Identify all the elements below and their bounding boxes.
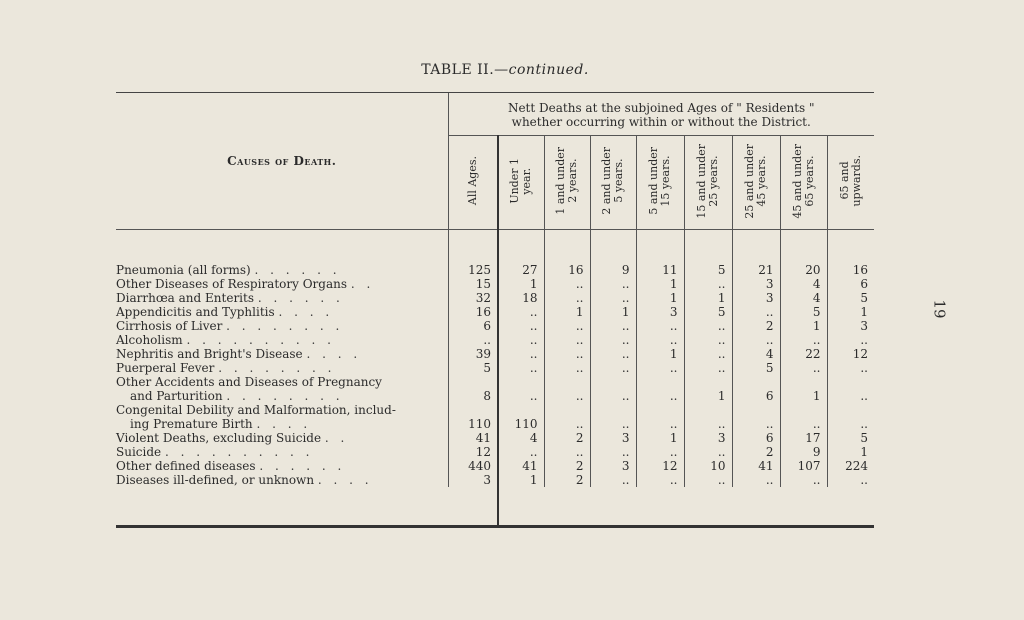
death-count-cell: 1 bbox=[684, 375, 732, 403]
cause-cell bbox=[116, 473, 448, 487]
death-count-cell: 4 bbox=[498, 431, 544, 445]
death-count-cell: .. bbox=[780, 403, 827, 431]
death-count-cell: 110 bbox=[448, 403, 498, 431]
cause-cell bbox=[116, 305, 448, 319]
death-count-cell: 12 bbox=[636, 459, 684, 473]
cause-label-continued: ing Premature Birth bbox=[130, 417, 253, 431]
death-count-cell: .. bbox=[732, 305, 780, 319]
death-count-cell: 8 bbox=[448, 375, 498, 403]
cause-cell bbox=[116, 403, 448, 431]
death-count-cell: 18 bbox=[498, 291, 544, 305]
death-count-cell: 16 bbox=[852, 263, 868, 277]
death-count-cell: .. bbox=[860, 361, 868, 375]
column-header bbox=[732, 136, 780, 230]
death-count-cell: 1 bbox=[636, 347, 684, 361]
table-row bbox=[116, 403, 874, 431]
death-count-cell: .. bbox=[498, 319, 544, 333]
dot-leader: . . . . . . bbox=[254, 263, 341, 277]
dot-leader: . . . . bbox=[306, 347, 362, 361]
death-count-cell: .. bbox=[732, 473, 780, 487]
death-count-cell: 9 bbox=[590, 263, 636, 277]
column-header-line1: 5 and under bbox=[647, 147, 660, 215]
death-count-cell: .. bbox=[590, 319, 636, 333]
death-count-cell: .. bbox=[732, 403, 780, 431]
column-header-line2: 65 years. bbox=[802, 155, 816, 207]
death-count-cell: 1 bbox=[590, 305, 636, 319]
death-count-cell: 125 bbox=[448, 263, 498, 277]
death-count-cell: 16 bbox=[448, 305, 498, 319]
death-count-cell: .. bbox=[684, 277, 732, 291]
column-header-line1: 25 and under bbox=[743, 143, 756, 219]
death-count-cell: .. bbox=[590, 361, 636, 375]
death-count-cell: 9 bbox=[780, 445, 827, 459]
death-count-cell: 1 bbox=[860, 445, 868, 459]
death-count-cell: 224 bbox=[845, 459, 868, 473]
death-count-cell: 10 bbox=[684, 459, 732, 473]
cause-cell bbox=[116, 361, 448, 375]
death-count-cell: 12 bbox=[852, 347, 868, 361]
death-count-cell: .. bbox=[684, 445, 732, 459]
death-count-cell: 41 bbox=[732, 459, 780, 473]
table-row bbox=[116, 347, 874, 361]
column-header bbox=[590, 136, 636, 230]
column-header-line2: 5 years. bbox=[612, 158, 625, 204]
death-count-cell: .. bbox=[684, 403, 732, 431]
cause-label: Appendicitis and Typhlitis bbox=[116, 305, 275, 319]
death-count-cell: 1 bbox=[636, 277, 684, 291]
cause-cell bbox=[116, 431, 448, 445]
dot-leader: . . . . . . . . bbox=[226, 389, 344, 403]
column-header bbox=[827, 136, 874, 230]
column-header-line2: 2 years. bbox=[566, 158, 579, 204]
cause-label: Diarrhœa and Enterits bbox=[116, 291, 254, 305]
death-count-cell: .. bbox=[590, 333, 636, 347]
column-header bbox=[448, 136, 498, 230]
table-row bbox=[116, 445, 874, 459]
death-count-cell: .. bbox=[544, 347, 590, 361]
column-header-line2: 15 years. bbox=[659, 155, 672, 207]
mortality-table bbox=[116, 92, 874, 528]
death-count-cell: .. bbox=[498, 361, 544, 375]
death-count-cell: .. bbox=[498, 445, 544, 459]
cause-label: Diseases ill-defined, or unknown bbox=[116, 473, 315, 487]
table-row bbox=[116, 291, 874, 305]
death-count-cell: 3 bbox=[636, 305, 684, 319]
age-group-header-line1: Nett Deaths at the subjoined Ages of " Residents " bbox=[507, 101, 815, 115]
cause-label: Violent Deaths, excluding Suicide bbox=[116, 431, 322, 445]
death-count-cell: 6 bbox=[860, 277, 868, 291]
cause-label: Alcoholism bbox=[116, 333, 183, 347]
cause-label: Other Diseases of Respiratory Organs bbox=[116, 277, 348, 291]
death-count-cell: 27 bbox=[498, 263, 544, 277]
cause-cell bbox=[116, 445, 448, 459]
death-count-cell: .. bbox=[684, 319, 732, 333]
death-count-cell: 3 bbox=[684, 431, 732, 445]
death-count-cell: 2 bbox=[544, 431, 590, 445]
death-count-cell: 1 bbox=[636, 291, 684, 305]
death-count-cell: 16 bbox=[544, 263, 590, 277]
death-count-cell: 21 bbox=[732, 263, 780, 277]
cause-cell bbox=[116, 375, 448, 403]
death-count-cell: .. bbox=[498, 347, 544, 361]
death-count-cell: .. bbox=[684, 333, 732, 347]
table-row bbox=[116, 361, 874, 375]
column-header bbox=[684, 136, 732, 230]
death-count-cell: .. bbox=[544, 445, 590, 459]
death-count-cell: 5 bbox=[780, 305, 827, 319]
column-header-line1: Under 1 bbox=[508, 158, 522, 204]
table-title-sub: —continued. bbox=[494, 62, 589, 78]
table-bottom-rule bbox=[116, 527, 874, 529]
death-count-cell: 3 bbox=[590, 431, 636, 445]
dot-leader: . . bbox=[324, 431, 349, 445]
death-count-cell: 17 bbox=[780, 431, 827, 445]
death-count-cell: 5 bbox=[684, 305, 732, 319]
death-count-cell: .. bbox=[590, 291, 636, 305]
column-header-line1: 15 and under bbox=[695, 143, 708, 219]
death-count-cell: 4 bbox=[780, 291, 827, 305]
column-header-line1: All Ages. bbox=[465, 156, 479, 206]
dot-leader: . . . . . . . . bbox=[226, 319, 344, 333]
death-count-cell: 2 bbox=[732, 319, 780, 333]
death-count-cell: .. bbox=[636, 375, 684, 403]
death-count-cell: 22 bbox=[780, 347, 827, 361]
column-header-line1: 1 and under bbox=[554, 147, 567, 215]
cause-label: Congenital Debility and Malformation, includ- bbox=[116, 403, 396, 417]
death-count-cell: .. bbox=[544, 403, 590, 431]
death-count-cell: 1 bbox=[636, 431, 684, 445]
death-count-cell: 39 bbox=[448, 347, 498, 361]
death-count-cell: 1 bbox=[780, 319, 827, 333]
column-header-line1: 65 and bbox=[837, 161, 851, 201]
death-count-cell: .. bbox=[544, 375, 590, 403]
death-count-cell: 41 bbox=[498, 459, 544, 473]
death-count-cell: .. bbox=[544, 319, 590, 333]
table-row bbox=[116, 319, 874, 333]
death-count-cell: 41 bbox=[448, 431, 498, 445]
death-count-cell: .. bbox=[590, 347, 636, 361]
column-header-line2: upwards. bbox=[849, 155, 863, 207]
death-count-cell: .. bbox=[780, 361, 827, 375]
death-count-cell: .. bbox=[590, 473, 636, 487]
dot-leader: . . . . . . . . bbox=[218, 361, 336, 375]
column-header-line1: 2 and under bbox=[600, 147, 613, 215]
death-count-cell: 2 bbox=[544, 473, 590, 487]
death-count-cell: 15 bbox=[448, 277, 498, 291]
death-count-cell: .. bbox=[590, 277, 636, 291]
death-count-cell: 1 bbox=[780, 375, 827, 403]
table-row bbox=[116, 263, 874, 277]
table-row bbox=[116, 305, 874, 319]
death-count-cell: .. bbox=[860, 473, 868, 487]
table-row bbox=[116, 333, 874, 347]
death-count-cell: 3 bbox=[590, 459, 636, 473]
death-count-cell: .. bbox=[498, 305, 544, 319]
death-count-cell: .. bbox=[590, 445, 636, 459]
death-count-cell: .. bbox=[684, 473, 732, 487]
table-row bbox=[116, 375, 874, 403]
death-count-cell: .. bbox=[544, 277, 590, 291]
death-count-cell: .. bbox=[448, 333, 498, 347]
dot-leader: . . . . . . . . . . bbox=[186, 333, 335, 347]
death-count-cell: 11 bbox=[636, 263, 684, 277]
death-count-cell: 2 bbox=[732, 445, 780, 459]
death-count-cell: 12 bbox=[448, 445, 498, 459]
cause-cell bbox=[116, 263, 448, 277]
death-count-cell: .. bbox=[780, 333, 827, 347]
death-count-cell: .. bbox=[636, 333, 684, 347]
cause-cell bbox=[116, 347, 448, 361]
death-count-cell: .. bbox=[636, 473, 684, 487]
death-count-cell: .. bbox=[498, 375, 544, 403]
table-row bbox=[116, 473, 874, 487]
death-count-cell: .. bbox=[544, 333, 590, 347]
cause-label: Puerperal Fever bbox=[116, 361, 215, 375]
cause-label: Pneumonia (all forms) bbox=[116, 263, 251, 277]
death-count-cell: 1 bbox=[544, 305, 590, 319]
death-count-cell: 3 bbox=[732, 277, 780, 291]
cause-label-continued: and Parturition bbox=[130, 389, 223, 403]
death-count-cell: 1 bbox=[498, 277, 544, 291]
death-count-cell: 2 bbox=[544, 459, 590, 473]
death-count-cell: .. bbox=[684, 347, 732, 361]
death-count-cell: .. bbox=[498, 333, 544, 347]
table-row bbox=[116, 431, 874, 445]
column-header bbox=[636, 136, 684, 230]
cause-label: Suicide bbox=[116, 445, 162, 459]
column-header-line2: 25 years. bbox=[707, 155, 720, 207]
death-count-cell: 1 bbox=[860, 305, 868, 319]
death-count-cell: 3 bbox=[860, 319, 868, 333]
column-header bbox=[544, 136, 590, 230]
death-count-cell: 6 bbox=[448, 319, 498, 333]
age-group-header bbox=[448, 93, 874, 136]
death-count-cell: 107 bbox=[780, 459, 827, 473]
death-count-cell: .. bbox=[544, 361, 590, 375]
death-count-cell: 5 bbox=[448, 361, 498, 375]
death-count-cell: 6 bbox=[732, 375, 780, 403]
death-count-cell: 110 bbox=[498, 403, 544, 431]
table-row bbox=[116, 277, 874, 291]
table-title bbox=[0, 62, 1010, 78]
death-count-cell: .. bbox=[780, 473, 827, 487]
death-count-cell: 3 bbox=[732, 291, 780, 305]
death-count-cell: 20 bbox=[780, 263, 827, 277]
death-count-cell: 4 bbox=[780, 277, 827, 291]
death-count-cell: .. bbox=[636, 319, 684, 333]
death-count-cell: .. bbox=[860, 417, 868, 431]
column-header-line2: year. bbox=[520, 167, 534, 195]
cause-label: Other defined diseases bbox=[116, 459, 256, 473]
death-count-cell: .. bbox=[544, 291, 590, 305]
column-header-line2: 45 years. bbox=[755, 155, 768, 207]
death-count-cell: 5 bbox=[860, 291, 868, 305]
dot-leader: . . . . bbox=[256, 417, 312, 431]
table-title-main: TABLE II. bbox=[421, 62, 495, 78]
death-count-cell: 1 bbox=[684, 291, 732, 305]
cause-label: Cirrhosis of Liver bbox=[116, 319, 223, 333]
dot-leader: . . . . . . bbox=[259, 459, 346, 473]
death-count-cell: 32 bbox=[448, 291, 498, 305]
age-group-header-line2: whether occurring within or without the District. bbox=[511, 115, 811, 129]
death-count-cell: 5 bbox=[684, 263, 732, 277]
death-count-cell: .. bbox=[860, 389, 868, 403]
death-count-cell: .. bbox=[590, 403, 636, 431]
death-count-cell: 3 bbox=[448, 473, 498, 487]
column-header-line1: 45 and under bbox=[790, 143, 804, 219]
death-count-cell: 5 bbox=[732, 361, 780, 375]
cause-label: Nephritis and Bright's Disease bbox=[116, 347, 303, 361]
table-row bbox=[116, 459, 874, 473]
death-count-cell: .. bbox=[636, 361, 684, 375]
cause-label: Other Accidents and Diseases of Pregnancy bbox=[116, 375, 382, 389]
death-count-cell: .. bbox=[636, 445, 684, 459]
cause-cell bbox=[116, 319, 448, 333]
dot-leader: . . . . bbox=[278, 305, 334, 319]
death-count-cell: .. bbox=[732, 333, 780, 347]
column-header bbox=[780, 136, 827, 230]
death-count-cell: 6 bbox=[732, 431, 780, 445]
dot-leader: . . bbox=[350, 277, 375, 291]
dot-leader: . . . . . . . . . . bbox=[164, 445, 314, 459]
death-count-cell: .. bbox=[590, 375, 636, 403]
cause-cell bbox=[116, 459, 448, 473]
dot-leader: . . . . bbox=[317, 473, 373, 487]
causes-header: Causes of Death. bbox=[116, 93, 448, 230]
dot-leader: . . . . . . bbox=[257, 291, 344, 305]
cause-cell bbox=[116, 333, 448, 347]
death-count-cell: 1 bbox=[498, 473, 544, 487]
death-count-cell: 5 bbox=[860, 431, 868, 445]
cause-cell bbox=[116, 277, 448, 291]
death-count-cell: .. bbox=[684, 361, 732, 375]
page-number: 19 bbox=[930, 299, 949, 319]
death-count-cell: 440 bbox=[448, 459, 498, 473]
death-count-cell: .. bbox=[636, 403, 684, 431]
death-count-cell: .. bbox=[860, 333, 868, 347]
column-header bbox=[498, 136, 544, 230]
death-count-cell: 4 bbox=[732, 347, 780, 361]
cause-cell bbox=[116, 291, 448, 305]
